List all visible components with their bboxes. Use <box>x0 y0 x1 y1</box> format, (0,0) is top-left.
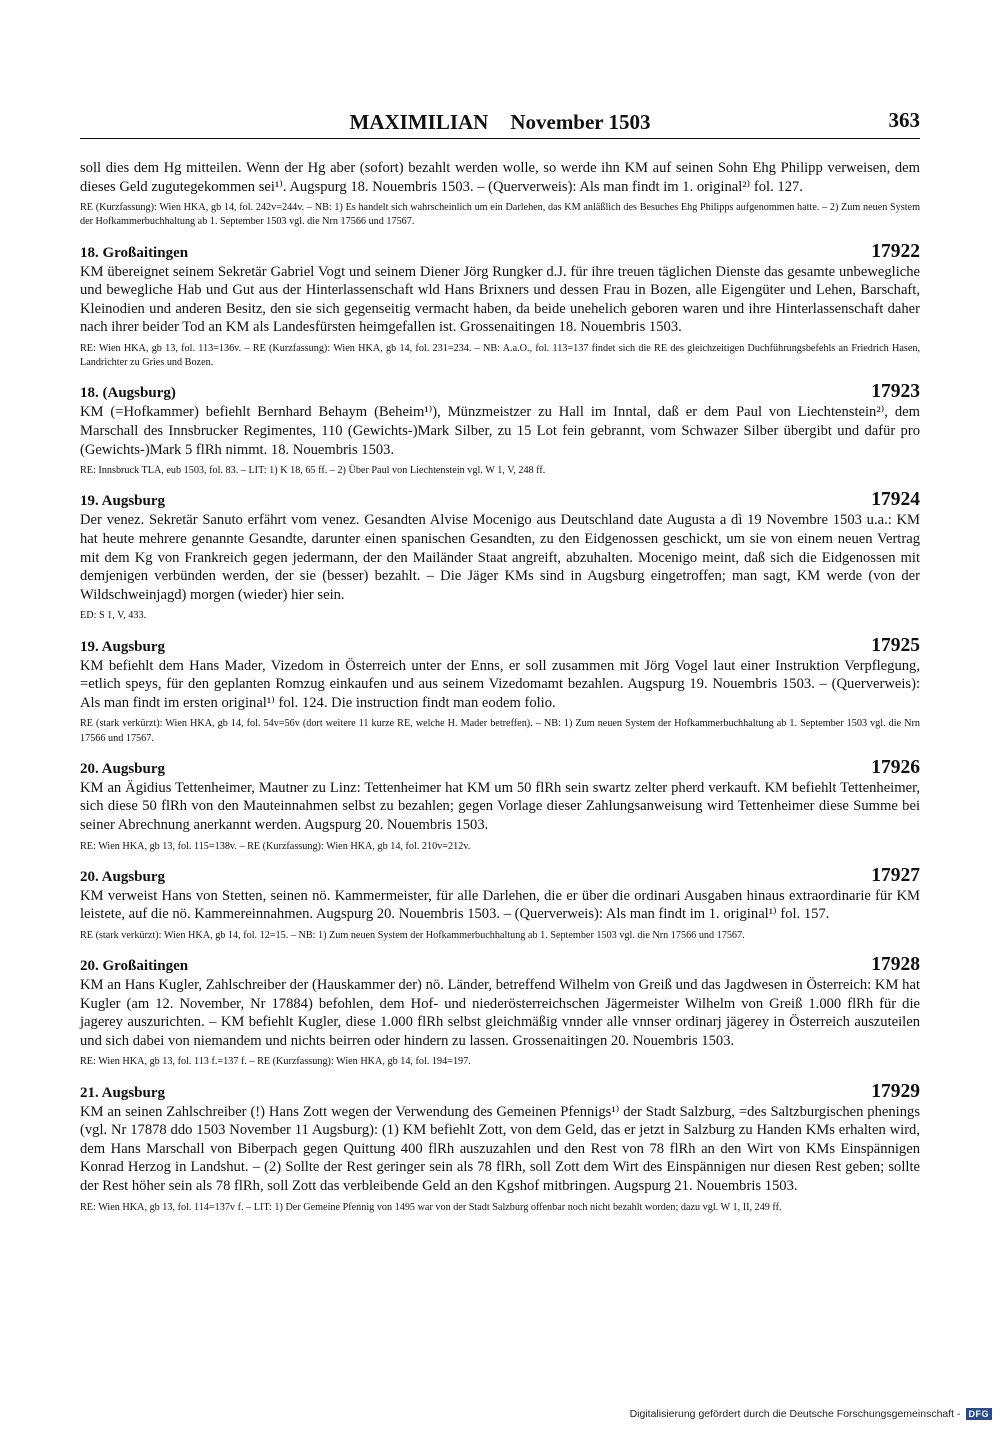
entry-source-note: RE: Wien HKA, gb 13, fol. 115=138v. – RE (Kurzfassung): Wien HKA, gb 14, fol. 210v=212v. <box>80 840 471 852</box>
entry-date-place: 20. Großaitingen <box>80 958 189 975</box>
running-title-name: MAXIMILIAN <box>349 110 489 134</box>
entry-date-place: 19. Augsburg <box>80 638 166 655</box>
running-title <box>80 110 920 135</box>
entry-source-note: RE: Innsbruck TLA, eub 1503, fol. 83. – LIT: 1) K 18, 65 ff. – 2) Über Paul von Liechtenstein vgl. W 1, V, 248 ff. <box>80 465 546 477</box>
entry-heading <box>80 758 920 778</box>
digitization-credit <box>630 1408 992 1420</box>
entry-text: Der venez. Sekretär Sanuto erfährt vom venez. Gesandten Alvise Mocenigo aus Deutschland date Augusta a dì 19 Novembre 1503 u.a.: KM hat heute mehrere genannte Gesandte, darunter einen spanischen Gesandten, zu den Eidgenossen geschickt, um sie von einem neuen Vertrag mit dem Kg von Frankreich gegen jedermann, der den Mailänder Staat angreift, abzuhalten. Mocenigo meint, daß sich die Eidgenossen mit demjenigen verbünden werden, der sie (besser) bezahlt. – Die Jäger KMs sind in Augsburg eingetroffen; man sagt, KM werde (von der Wildschweinjagd) morgen (wieder) hier sein. <box>80 512 920 603</box>
regest-entry <box>80 382 920 478</box>
entry-heading <box>80 636 920 656</box>
entry-heading <box>80 955 920 975</box>
entry-number: 17927 <box>871 864 920 886</box>
entry-heading <box>80 1082 920 1102</box>
entry-date-place: 20. Augsburg <box>80 760 166 777</box>
entry-heading <box>80 490 920 510</box>
entry-text: KM an seinen Zahlschreiber (!) Hans Zott wegen der Verwendung des Gemeinen Pfennigs¹⁾ der Stadt Salzburg, =des Saltzburgischen phenings (vgl. Nr 17878 ddo 1503 November 11 Augsburg): (1) KM befiehlt Zott, von dem Geld, das er jetzt in Salzburg zu Handen KMs erhalten wird, dem Hans Marschall von Biberpach gegen Quittung 400 flRh auszuzahlen und den Rest von 78 flRh an den Wirt von KMs Einspännigen Konrad Herzog in Landshut. – (2) Sollte der Rest geringer sein als 78 flRh, soll Zott dem Wirt des Einspännigen nur diesen Rest geben; sollte der Rest höher sein als 78 flRh, soll Zott das verbleibende Geld an den Kgshof mitbringen. Augspurg 21. Nouembris 1503. <box>80 1103 920 1195</box>
entry-number: 17928 <box>871 954 920 976</box>
dfg-logo: DFG <box>966 1408 993 1420</box>
entry-date-place: 19. Augsburg <box>80 493 166 510</box>
entry-text: KM übereignet seinem Sekretär Gabriel Vogt und seinem Diener Jörg Rungker d.J. für ihre treuen täglichen Dienste das gesamte unbewegliche und bewegliche Hab und Gut aus der Hinterlassenschaft wld Hans Brixners und dessen Frau in Bozen, alle Eigengüter und Lehen, Barschaft, Kleinodien und anderen Besitz, den sie sich gegenseitig vermacht haben, da beide unehelich geboren waren und ihre Hinterlassenschaft daher nach ihrer beider Tod an KM als Landesfürsten heimgefallen ist. Grossenaitingen 18. Nouembris 1503. <box>80 263 920 336</box>
entry-number: 17929 <box>871 1080 920 1102</box>
entry-number: 17922 <box>871 240 920 262</box>
entry-heading <box>80 382 920 402</box>
entry-source-note: RE: Wien HKA, gb 13, fol. 113 f.=137 f. – RE (Kurzfassung): Wien HKA, gb 14, fol. 194=197. <box>80 1056 471 1068</box>
document-page <box>80 104 920 1215</box>
entry-text: KM verweist Hans von Stetten, seinen nö. Kammermeister, für alle Darlehen, die er über die ordinari Ausgaben hinaus extraordinarie für KM leistete, auf die nö. Kammereinnahmen. Augspurg 20. Nouembris 1503. – (Querverweis): Als man findt im 1. original¹⁾ fol. 157. <box>80 887 920 923</box>
entry-source-note: RE: Wien HKA, gb 13, fol. 113=136v. – RE (Kurzfassung): Wien HKA, gb 14, fol. 231=234. – NB: A.a.O., fol. 113=137 findet sich die RE des gleichzeitigen Duchführungsbefehls an Friedrich Hasen, Landrichter zu Gries und Bozen. <box>80 342 920 369</box>
entry-text: KM an Hans Kugler, Zahlschreiber der (Hauskammer der) nö. Länder, betreffend Wilhelm von Greiß und das Jagdwesen in Österreich: KM hat Kugler (am 12. November, Nr 17884) befohlen, dem Hof- und niederösterreichschen Jägermeister Wilhelm von Greiß 1.000 flRh für die jagerey auszurichten. – KM befiehlt Kugler, diese 1.000 flRh selbst gleichmäßig vnnder alle vnnser ordinarj jägerey in Österreich auszuteilen und sich dabei von niemandem und nichts beirren oder hindern zu lassen. Grossenaitingen 20. Nouembris 1503. <box>80 977 920 1049</box>
entry-text: KM (=Hofkammer) befiehlt Bernhard Behaym (Beheim¹⁾), Münzmeistzer zu Hall im Inntal, daß er dem Paul von Liechtenstein²⁾, dem Marschall des Innsbrucker Regimentes, 110 (Gewichts-)Mark Silber, zu 15 Lot fein gebrannt, vom Schwazer Silber übergibt und dafür pro (Gewichts-)Mark 5 flRh nimmt. 18. Nouembris 1503. <box>80 404 920 458</box>
regest-entry <box>80 242 920 371</box>
entry-heading <box>80 242 920 262</box>
entry-heading <box>80 866 920 886</box>
entry-number: 17924 <box>871 489 920 511</box>
regest-entry <box>80 490 920 623</box>
entry-date-place: 20. Augsburg <box>80 868 166 885</box>
regest-entry <box>80 866 920 943</box>
intro-paragraph: soll dies dem Hg mitteilen. Wenn der Hg aber (sofort) bezahlt werden wolle, so werde ihn KM auf seinen Sohn Ehg Philipp verweisen, dem dieses Geld zugutegekommen sei¹⁾. Augspurg 18. Nouembris 1503. – (Querverweis): Als man findt im 1. original²⁾ fol. 127. <box>80 160 920 195</box>
entry-source-note: RE (stark verkürzt): Wien HKA, gb 14, fol. 54v=56v (dort weitere 11 kurze RE, welche H. Mader betreffen). – NB: 1) Zum neuen System der Hofkammerbuchhaltung ab 1. September 1503 vgl. die Nrn 17566 und 17567. <box>80 718 920 744</box>
page-content <box>80 159 920 1215</box>
running-title-date: November 1503 <box>510 110 651 134</box>
entry-source-note: ED: S 1, V, 433. <box>80 610 147 622</box>
page-number: 363 <box>888 108 920 132</box>
entry-source-note: RE: Wien HKA, gb 13, fol. 114=137v f. – LIT: 1) Der Gemeine Pfennig von 1495 war von der Stadt Salzburg offenbar noch nicht bezahlt worden; dazu vgl. W 1, II, 249 ff. <box>80 1201 782 1213</box>
entry-date-place: 18. Großaitingen <box>80 244 189 261</box>
entry-text: KM an Ägidius Tettenheimer, Mautner zu Linz: Tettenheimer hat KM um 50 flRh sein swartz zelter pherd verkauft. KM befiehlt Tettenheimer, sich diese 50 flRh von den Mauteinnahmen selbst zu bezahlen; gegen Vorlage dieser Zahlungsanweisung wird Tettenheimer diese Summe bei seiner Abrechnung anerkannt werden. Augspurg 20. Nouembris 1503. <box>80 779 920 833</box>
entry-number: 17925 <box>871 634 920 656</box>
entry-number: 17926 <box>871 756 920 778</box>
entry-text: KM befiehlt dem Hans Mader, Vizedom in Österreich unter der Enns, er soll zusammen mit Jörg Vogel laut einer Instruktion Verpflegung, =etlich speys, für den geplanten Romzug einkaufen und aus seinem Vizedomamt bezahlen. Augspurg 19. Nouembris 1503. – (Querverweis): Als man findt im ersten original¹⁾ fol. 124. Die instruction findt man eodem folio. <box>80 657 920 711</box>
intro-note: RE (Kurzfassung): Wien HKA, gb 14, fol. 242v=244v. – NB: 1) Es handelt sich wahrscheinlich um ein Darlehen, das KM anläßlich des Besuches Ehg Philipps aufgenommen hatte. – 2) Zum neuen System der Hofkammerbuchhaltung ab 1. September 1503 vgl. die Nrn 17566 und 17567. <box>80 202 920 228</box>
running-header <box>80 104 920 139</box>
entry-date-place: 18. (Augsburg) <box>80 385 176 402</box>
regesta-entries <box>80 242 920 1215</box>
regest-entry <box>80 636 920 746</box>
regest-entry <box>80 1082 920 1215</box>
entry-source-note: RE (stark verkürzt): Wien HKA, gb 14, fol. 12=15. – NB: 1) Zum neuen System der Hofkammerbuchhaltung ab 1. September 1503 vgl. die Nrn 17566 und 17567. <box>80 929 745 941</box>
entry-number: 17923 <box>871 381 920 403</box>
credit-text: Digitalisierung gefördert durch die Deutsche Forschungsgemeinschaft - <box>629 1408 961 1420</box>
regest-entry <box>80 955 920 1070</box>
regest-entry <box>80 758 920 854</box>
entry-date-place: 21. Augsburg <box>80 1084 166 1101</box>
